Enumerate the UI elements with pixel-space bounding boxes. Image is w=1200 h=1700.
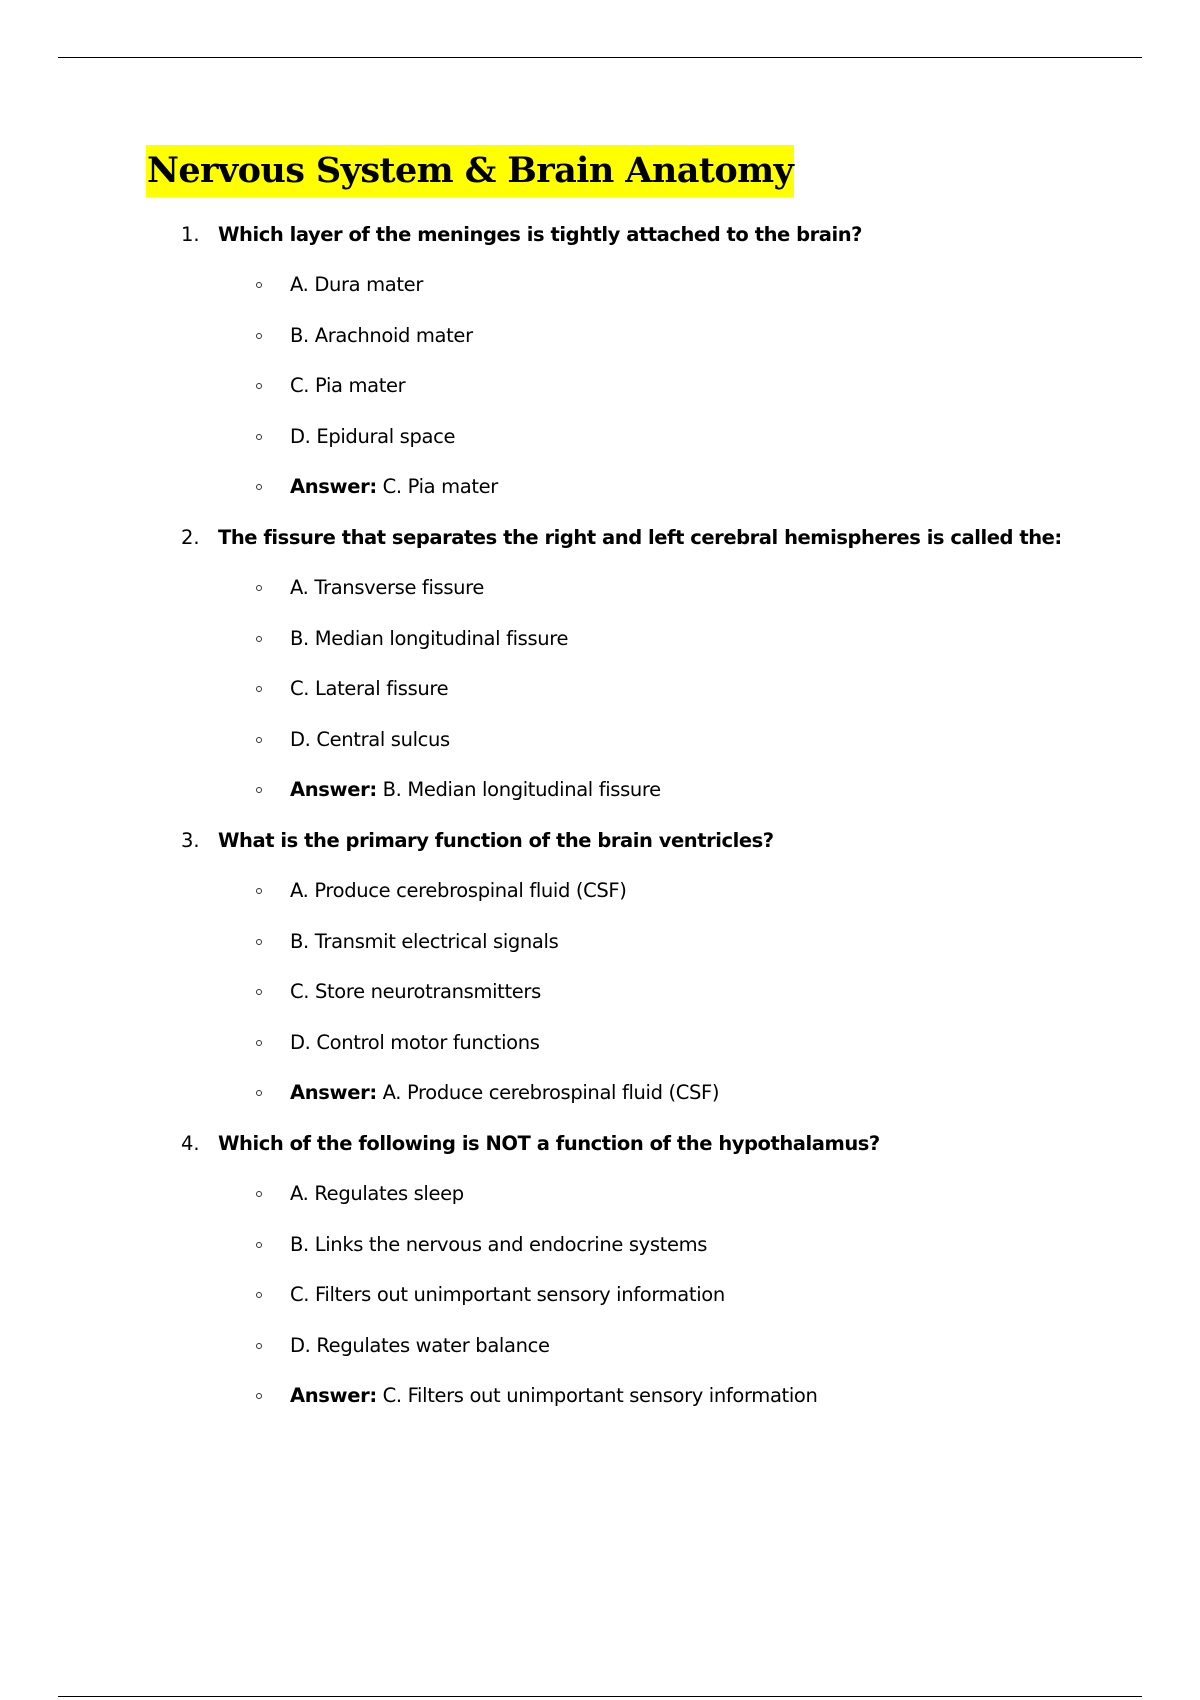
question-text: What is the primary function of the brain ventricles? [218,829,774,852]
answer-label: Answer: [290,778,377,801]
circle-bullet-icon [256,686,262,692]
question-number: 3. [181,829,200,852]
option-text: A. Dura mater [290,273,423,296]
circle-bullet-icon [256,1040,262,1046]
option-text: D. Regulates water balance [290,1334,550,1357]
option-text: A. Transverse fissure [290,576,485,599]
question-text: Which of the following is NOT a function of the hypothalamus? [218,1132,880,1155]
circle-bullet-icon [256,636,262,642]
circle-bullet-icon [256,333,262,339]
option-text: C. Lateral fissure [290,677,449,700]
circle-bullet-icon [256,888,262,894]
option-text: A. Produce cerebrospinal fluid (CSF) [290,879,627,902]
circle-bullet-icon [256,737,262,743]
bottom-rule [58,1696,1142,1697]
option-text: D. Control motor functions [290,1031,540,1054]
circle-bullet-icon [256,1090,262,1096]
question-text: The fissure that separates the right and left cerebral hemispheres is called the: [218,526,1062,549]
answer-text [290,1381,818,1411]
option-text: B. Links the nervous and endocrine systems [290,1233,708,1256]
circle-bullet-icon [256,1393,262,1399]
circle-bullet-icon [256,1343,262,1349]
question-text: Which layer of the meninges is tightly attached to the brain? [218,223,863,246]
circle-bullet-icon [256,484,262,490]
circle-bullet-icon [256,1191,262,1197]
option-text: C. Filters out unimportant sensory information [290,1283,725,1306]
question-number: 2. [181,526,200,549]
option-text: B. Transmit electrical signals [290,930,559,953]
top-rule [58,57,1142,58]
option-text: C. Pia mater [290,374,406,397]
question-number: 1. [181,223,200,246]
answer-label: Answer: [290,1384,377,1407]
question-number: 4. [181,1132,200,1155]
circle-bullet-icon [256,787,262,793]
option-text: D. Epidural space [290,425,456,448]
page-title: Nervous System & Brain Anatomy [146,145,794,197]
option-text: A. Regulates sleep [290,1182,464,1205]
option-text: B. Median longitudinal fissure [290,627,569,650]
answer-text [290,472,498,502]
option-text: C. Store neurotransmitters [290,980,541,1003]
answer-value: B. Median longitudinal fissure [376,778,661,801]
circle-bullet-icon [256,939,262,945]
answer-text [290,775,661,805]
answer-label: Answer: [290,475,377,498]
answer-value: C. Pia mater [376,475,498,498]
option-text: B. Arachnoid mater [290,324,473,347]
answer-text [290,1078,719,1108]
circle-bullet-icon [256,989,262,995]
circle-bullet-icon [256,383,262,389]
answer-value: C. Filters out unimportant sensory information [376,1384,818,1407]
circle-bullet-icon [256,1292,262,1298]
answer-value: A. Produce cerebrospinal fluid (CSF) [376,1081,720,1104]
circle-bullet-icon [256,282,262,288]
circle-bullet-icon [256,434,262,440]
circle-bullet-icon [256,1242,262,1248]
circle-bullet-icon [256,585,262,591]
option-text: D. Central sulcus [290,728,450,751]
answer-label: Answer: [290,1081,377,1104]
